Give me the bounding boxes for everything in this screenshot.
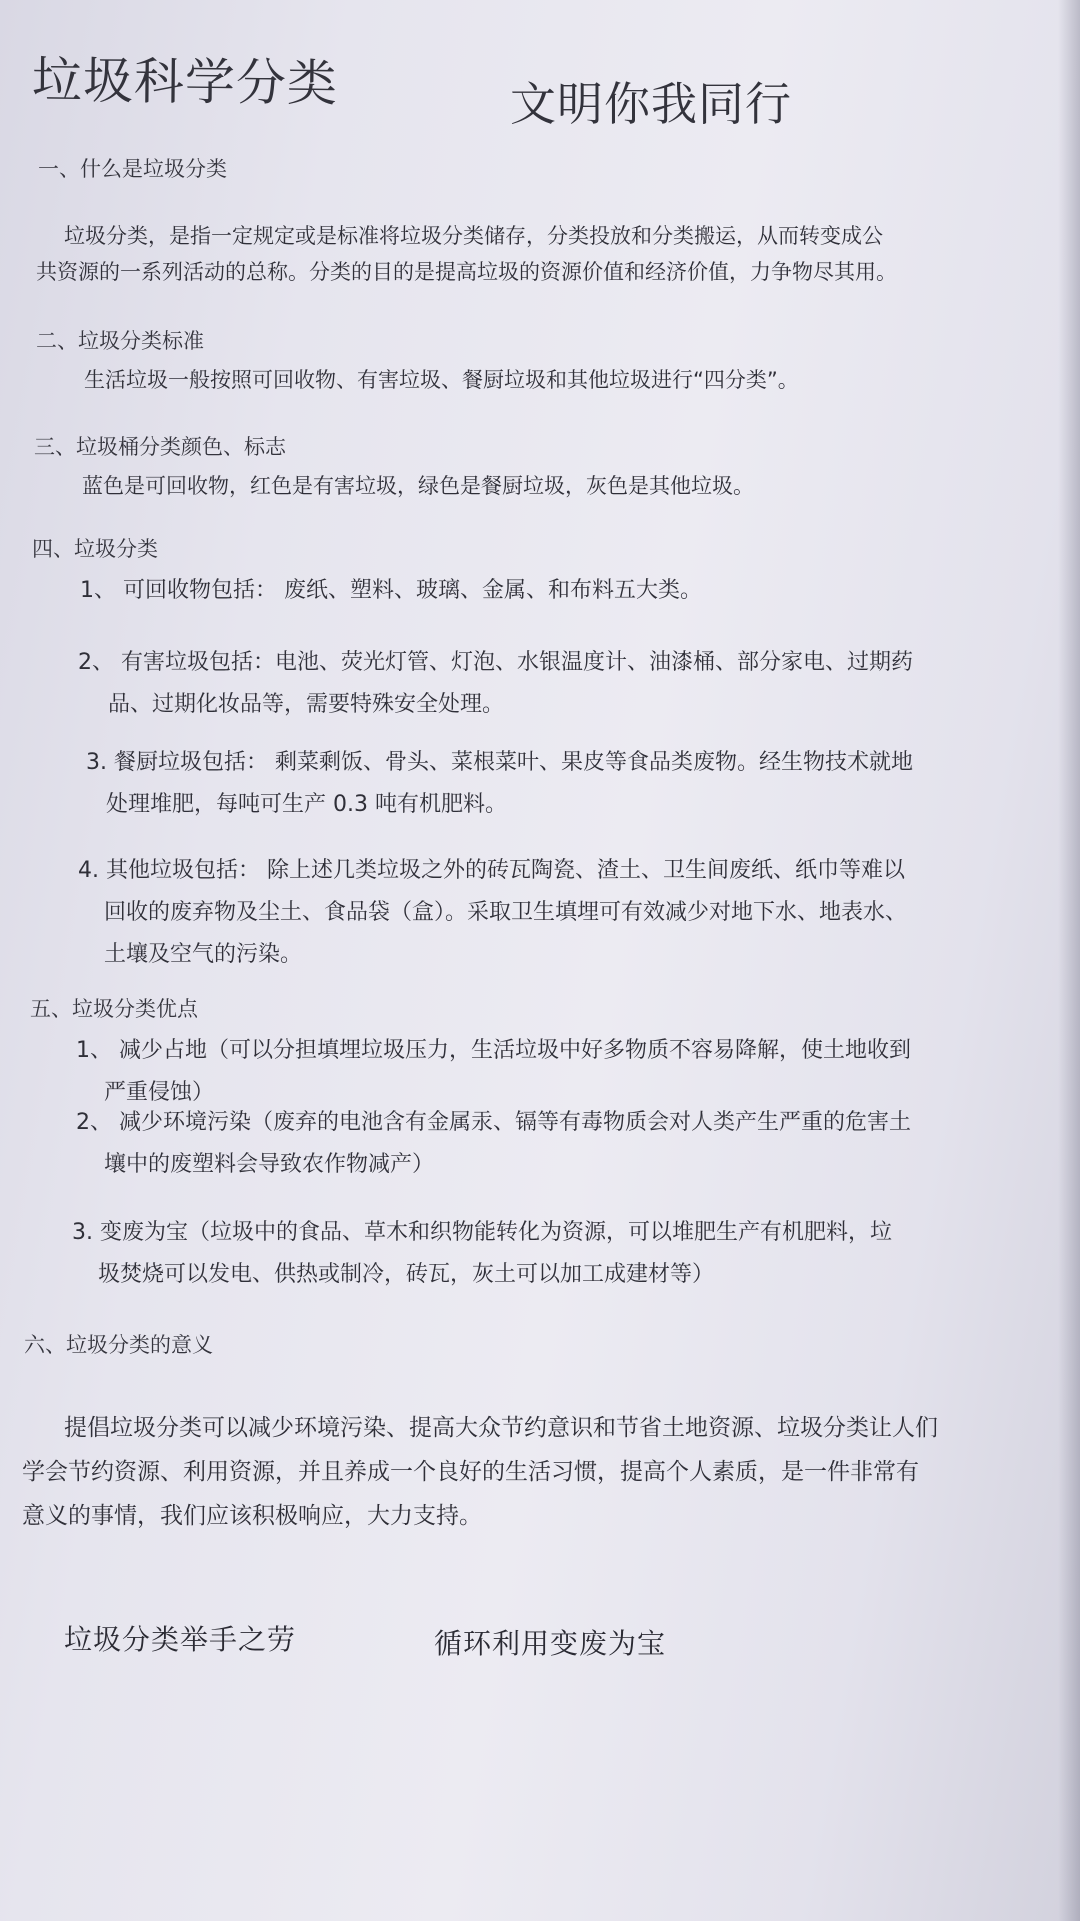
document-title: 垃圾科学分类 <box>31 51 339 113</box>
section-4-heading: 四、垃圾分类 <box>32 537 158 561</box>
section-3-line-1: 蓝色是可回收物，红色是有害垃圾，绿色是餐厨垃圾，灰色是其他垃圾。 <box>82 474 754 498</box>
slogan-left: 垃圾分类举手之劳 <box>64 1623 297 1656</box>
section-4-item-2 <box>78 642 913 726</box>
section-6-line-3: 意义的事情，我们应该积极响应，大力支持。 <box>22 1503 482 1529</box>
section-6-line-2: 学会节约资源、利用资源，并且养成一个良好的生活习惯，提高个人素质，是一件非常有 <box>22 1459 919 1485</box>
section-4-item-4 <box>78 850 907 976</box>
section-5-item-3 <box>72 1212 892 1296</box>
section-1-body <box>36 218 897 290</box>
section-5-item-3-line-1: 3. 变废为宝（垃圾中的食品、草木和织物能转化为资源，可以堆肥生产有机肥料，垃 <box>72 1220 892 1245</box>
section-4-item-2-line-2: 品、过期化妆品等，需要特殊安全处理。 <box>108 692 505 717</box>
section-3-heading: 三、垃圾桶分类颜色、标志 <box>34 435 286 459</box>
section-4-item-4-line-3: 土壤及空气的污染。 <box>104 942 303 967</box>
section-6-line-1: 提倡垃圾分类可以减少环境污染、提高大众节约意识和节省土地资源、垃圾分类让人们 <box>64 1415 938 1441</box>
section-5-item-2-line-1: 2、 减少环境污染（废弃的电池含有金属汞、镉等有毒物质会对人类产生严重的危害土 <box>76 1110 911 1135</box>
section-5-item-3-line-2: 圾焚烧可以发电、供热或制冷，砖瓦，灰土可以加工成建材等） <box>98 1262 715 1287</box>
section-5-item-1-line-1: 1、 减少占地（可以分担填埋垃圾压力，生活垃圾中好多物质不容易降解，使土地收到 <box>76 1038 911 1063</box>
section-1-line-1: 垃圾分类，是指一定规定或是标准将垃圾分类储存，分类投放和分类搬运，从而转变成公 <box>64 224 883 248</box>
section-2-body <box>84 362 799 398</box>
section-3-body <box>82 468 754 504</box>
section-1-heading: 一、什么是垃圾分类 <box>38 157 227 181</box>
section-5-item-2-line-2: 壤中的废塑料会导致农作物减产） <box>104 1152 435 1177</box>
section-5-heading: 五、垃圾分类优点 <box>30 997 198 1021</box>
section-4-item-3-line-1: 3. 餐厨垃圾包括： 剩菜剩饭、骨头、菜根菜叶、果皮等食品类废物。经生物技术就地 <box>86 750 913 775</box>
section-1-line-2: 共资源的一系列活动的总称。分类的目的是提高垃圾的资源价值和经济价值，力争物尽其用。 <box>36 260 897 284</box>
section-5-item-2 <box>76 1102 911 1186</box>
section-4-item-4-line-1: 4. 其他垃圾包括： 除上述几类垃圾之外的砖瓦陶瓷、渣土、卫生间废纸、纸巾等难以 <box>78 858 905 883</box>
section-4-item-3 <box>86 742 913 826</box>
section-2-heading: 二、垃圾分类标准 <box>36 329 204 353</box>
section-4-item-4-line-2: 回收的废弃物及尘土、食品袋（盒）。采取卫生填埋可有效减少对地下水、地表水、 <box>104 900 908 925</box>
slogan-right: 循环利用变废为宝 <box>434 1627 667 1660</box>
section-6-heading: 六、垃圾分类的意义 <box>24 1333 213 1357</box>
document-subtitle: 文明你我同行 <box>510 77 792 131</box>
section-4-item-1-line-1: 1、 可回收物包括： 废纸、塑料、玻璃、金属、和布料五大类。 <box>80 578 702 603</box>
page-edge-shadow <box>1058 0 1080 1921</box>
section-2-line-1: 生活垃圾一般按照可回收物、有害垃圾、餐厨垃圾和其他垃圾进行“四分类”。 <box>84 368 799 392</box>
section-4-item-3-line-2: 处理堆肥，每吨可生产 0.3 吨有机肥料。 <box>106 792 507 817</box>
section-6-body <box>22 1406 938 1538</box>
section-5-item-1-line-2: 严重侵蚀） <box>104 1080 215 1105</box>
section-4-item-1 <box>80 570 702 612</box>
section-4-item-2-line-1: 2、 有害垃圾包括：电池、荧光灯管、灯泡、水银温度计、油漆桶、部分家电、过期药 <box>78 650 913 675</box>
